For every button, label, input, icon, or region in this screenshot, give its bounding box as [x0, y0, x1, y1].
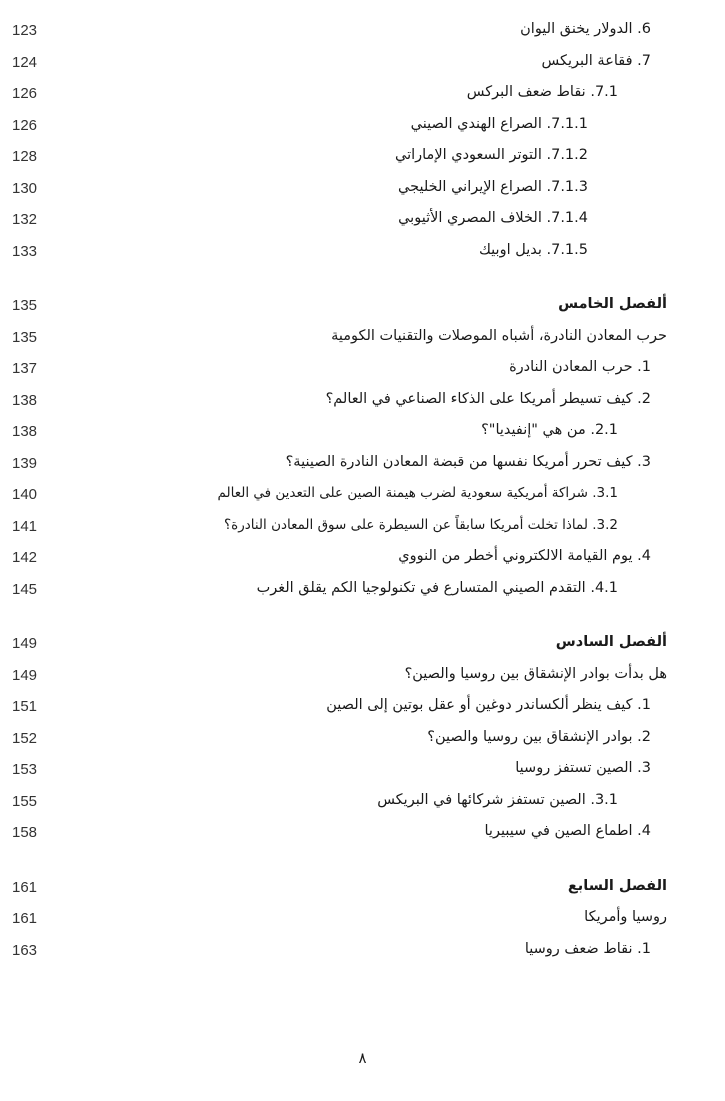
toc-entry-title: 4. اطماع الصين في سيبيريا [484, 823, 651, 839]
toc-entry-title: 7.1.1. الصراع الهندي الصيني [410, 115, 588, 132]
toc-row [0, 207, 725, 239]
toc-page-number: 137 [12, 360, 38, 377]
toc-entry-title: 4.1. التقدم الصيني المتسارع في تكنولوجيا الكم يقلق الغرب [256, 579, 618, 596]
toc-row [0, 545, 725, 577]
toc-entry-title: 3. كيف تحرر أمريكا نفسها من قبضة المعادن النادرة الصينية؟ [285, 453, 651, 470]
toc-row [0, 293, 725, 325]
toc-page-number: 155 [12, 792, 38, 810]
chapter-heading: ألفصل الخامس [558, 296, 667, 312]
toc-row [0, 577, 725, 609]
chapter-heading: ألفصل السادس [555, 634, 667, 650]
chapter-title: روسيا وأمريكا [584, 909, 667, 925]
toc-page-number: 163 [12, 941, 38, 959]
toc-row [0, 938, 725, 970]
toc-entry-title: 2. كيف تسيطر أمريكا على الذكاء الصناعي في العالم؟ [325, 390, 651, 407]
page-footer-number: ٨ [358, 1049, 367, 1067]
toc-page-number: 152 [12, 729, 38, 747]
toc-row [0, 176, 725, 208]
toc-page-number: 126 [12, 85, 38, 102]
toc-page-number: 133 [12, 242, 38, 260]
toc-page-number: 142 [12, 549, 38, 566]
toc-page-number: 126 [12, 116, 38, 134]
toc-page-number: 151 [12, 698, 38, 715]
toc-row [0, 81, 725, 113]
chapter-title: حرب المعادن النادرة، أشباه الموصلات والتقنيات الكومية [331, 327, 667, 344]
toc-entry-title: 2. بوادر الإنشقاق بين روسيا والصين؟ [427, 728, 651, 745]
toc-entry-title: 7. فقاعة البريكس [541, 52, 651, 69]
toc-entry-title: 1. نقاط ضعف روسيا [524, 940, 651, 957]
toc-row [0, 875, 725, 907]
toc-entry-title: 1. كيف ينظر ألكساندر دوغين أو عقل بوتين إلى الصين [326, 697, 651, 713]
toc-page-number: 135 [12, 297, 38, 314]
chapter-heading: الفصل السابع [567, 877, 667, 894]
toc-entry-title: 7.1. نقاط ضعف البركس [466, 84, 618, 100]
toc-row [0, 726, 725, 758]
toc-entry-title: 7.1.3. الصراع الإيراني الخليجي [398, 178, 588, 195]
toc-page-number: 140 [12, 486, 38, 503]
toc-entry-title: 3.1. شراكة أمريكية سعودية لضرب هيمنة الصين على التعدين في العالم [217, 485, 618, 501]
toc-page-number: 130 [12, 179, 38, 197]
toc-page-number: 141 [12, 517, 38, 535]
toc-row [0, 514, 725, 546]
toc-row [0, 18, 725, 50]
toc-page-number: 132 [12, 211, 38, 228]
section-gap [0, 852, 725, 875]
toc-page-number: 123 [12, 22, 38, 39]
toc-entry-title: 3.2. لماذا تخلت أمريكا سابقاً عن السيطرة على سوق المعادن النادرة؟ [223, 516, 618, 533]
toc-page-number: 128 [12, 148, 38, 165]
section-gap [0, 270, 725, 293]
toc-page-number: 149 [12, 635, 38, 652]
toc-page-number: 139 [12, 454, 38, 472]
toc-page-number: 138 [12, 423, 38, 440]
toc-row [0, 325, 725, 357]
section-gap [0, 608, 725, 631]
toc-row [0, 239, 725, 271]
toc-row [0, 663, 725, 695]
toc-entry-title: 7.1.5. بديل اوبيك [478, 241, 588, 258]
toc-row [0, 694, 725, 726]
toc-row [0, 757, 725, 789]
toc-row [0, 631, 725, 663]
toc-row [0, 144, 725, 176]
toc-entry-title: 4. يوم القيامة الالكتروني أخطر من النووي [398, 548, 651, 564]
toc-page-number: 153 [12, 761, 38, 778]
toc-row [0, 789, 725, 821]
toc-page-number: 161 [12, 878, 38, 896]
toc-entry-title: 7.1.2. التوتر السعودي الإماراتي [394, 147, 588, 163]
toc-entry-title: 3.1. الصين تستفز شركائها في البريكس [377, 791, 618, 808]
toc-page-number: 145 [12, 580, 38, 598]
toc-row [0, 50, 725, 82]
toc-row [0, 906, 725, 938]
toc-row [0, 419, 725, 451]
toc-page-number: 138 [12, 391, 38, 409]
toc-row [0, 113, 725, 145]
toc-entry-title: 1. حرب المعادن النادرة [509, 359, 651, 375]
toc-row [0, 820, 725, 852]
toc-page-number: 124 [12, 53, 38, 71]
toc-page-number: 135 [12, 328, 38, 346]
toc-entry-title: 6. الدولار يخنق اليوان [520, 21, 651, 37]
toc-page-number: 161 [12, 910, 38, 927]
toc-page-number: 158 [12, 824, 38, 841]
toc-row [0, 451, 725, 483]
toc-entry-title: 3. الصين تستفز روسيا [515, 760, 651, 776]
toc-entry-title: 7.1.4. الخلاف المصري الأثيوبي [398, 210, 588, 226]
toc-entry-title: 2.1. من هي "إنفيديا"؟ [481, 422, 618, 438]
toc-row [0, 482, 725, 514]
toc-row [0, 356, 725, 388]
toc-page-number: 149 [12, 666, 38, 684]
chapter-title: هل بدأت بوادر الإنشقاق بين روسيا والصين؟ [404, 665, 667, 682]
toc-row [0, 388, 725, 420]
table-of-contents [0, 18, 725, 969]
